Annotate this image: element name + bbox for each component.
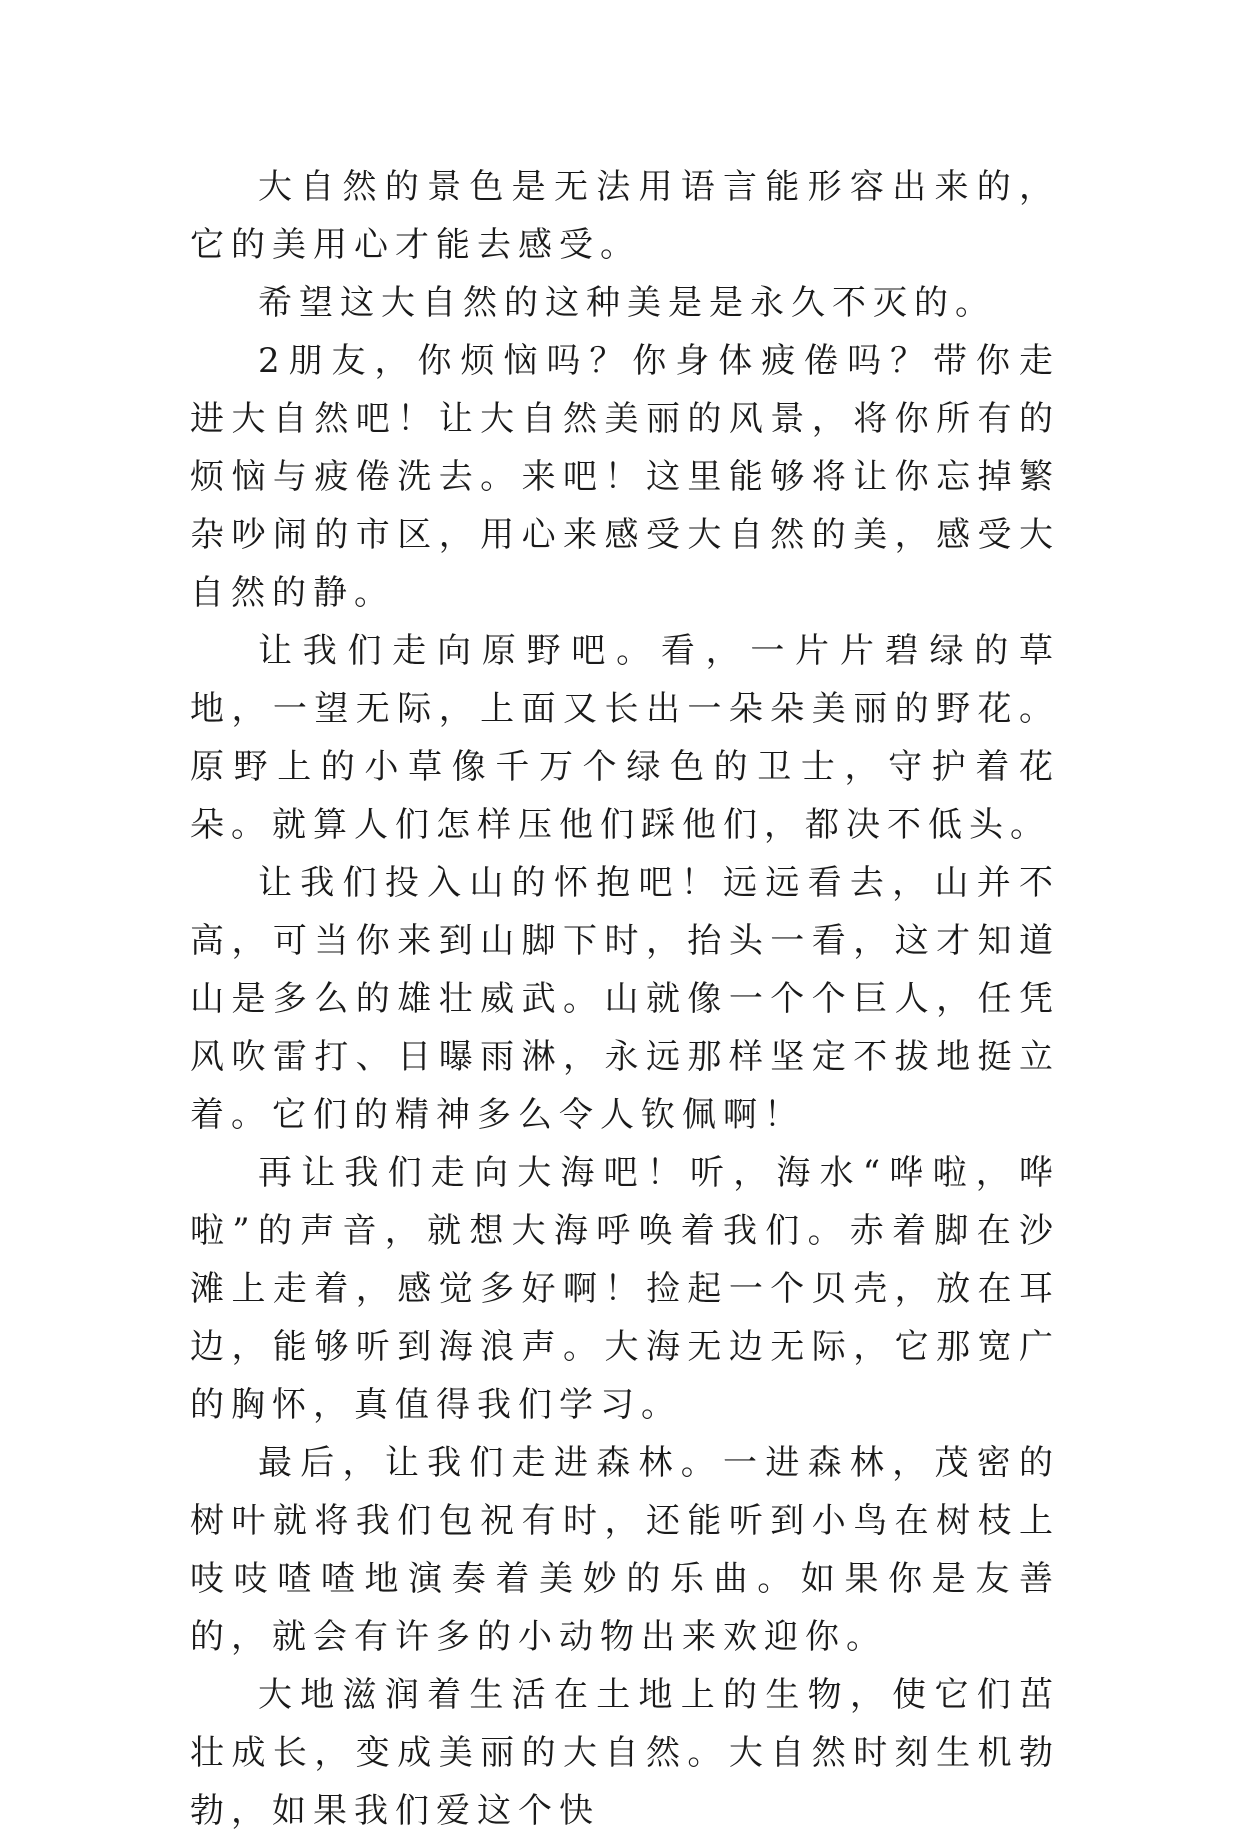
paragraph-2: 希望这大自然的这种美是是永久不灭的。 <box>258 283 996 323</box>
paragraph-1: 大自然的景色是无法用语言能形容出来的，它的美用心才能去感受。 <box>190 167 1060 265</box>
paragraph-4: 让我们走向原野吧。看，一片片碧绿的草地，一望无际，上面又长出一朵朵美丽的野花。原野上的小草像千万个绿色的卫士，守护着花朵。就算人们怎样压他们踩他们，都决不低头。 <box>190 631 1060 845</box>
paragraph-5: 让我们投入山的怀抱吧！远远看去，山并不高，可当你来到山脚下时，抬头一看，这才知道山是多么的雄壮威武。山就像一个个巨人，任凭风吹雷打、日曝雨淋，永远那样坚定不拔地挺立着。它们的精神多么令人钦佩啊！ <box>190 863 1060 1135</box>
body-text <box>190 158 1060 1840</box>
paragraph-7: 最后，让我们走进森林。一进森林，茂密的树叶就将我们包祝有时，还能听到小鸟在树枝上吱吱喳喳地演奏着美妙的乐曲。如果你是友善的，就会有许多的小动物出来欢迎你。 <box>190 1443 1060 1657</box>
paragraph-3: 2朋友，你烦恼吗？你身体疲倦吗？带你走进大自然吧！让大自然美丽的风景，将你所有的烦恼与疲倦洗去。来吧！这里能够将让你忘掉繁杂吵闹的市区，用心来感受大自然的美，感受大自然的静。 <box>190 341 1060 613</box>
paragraph-8: 大地滋润着生活在土地上的生物，使它们茁壮成长，变成美丽的大自然。大自然时刻生机勃勃，如果我们爱这个快 <box>190 1675 1060 1831</box>
paragraph-6: 再让我们走向大海吧！听，海水“哗啦，哗啦”的声音，就想大海呼唤着我们。赤着脚在沙滩上走着，感觉多好啊！捡起一个贝壳，放在耳边，能够听到海浪声。大海无边无际，它那宽广的胸怀，真值得我们学习。 <box>190 1153 1060 1425</box>
